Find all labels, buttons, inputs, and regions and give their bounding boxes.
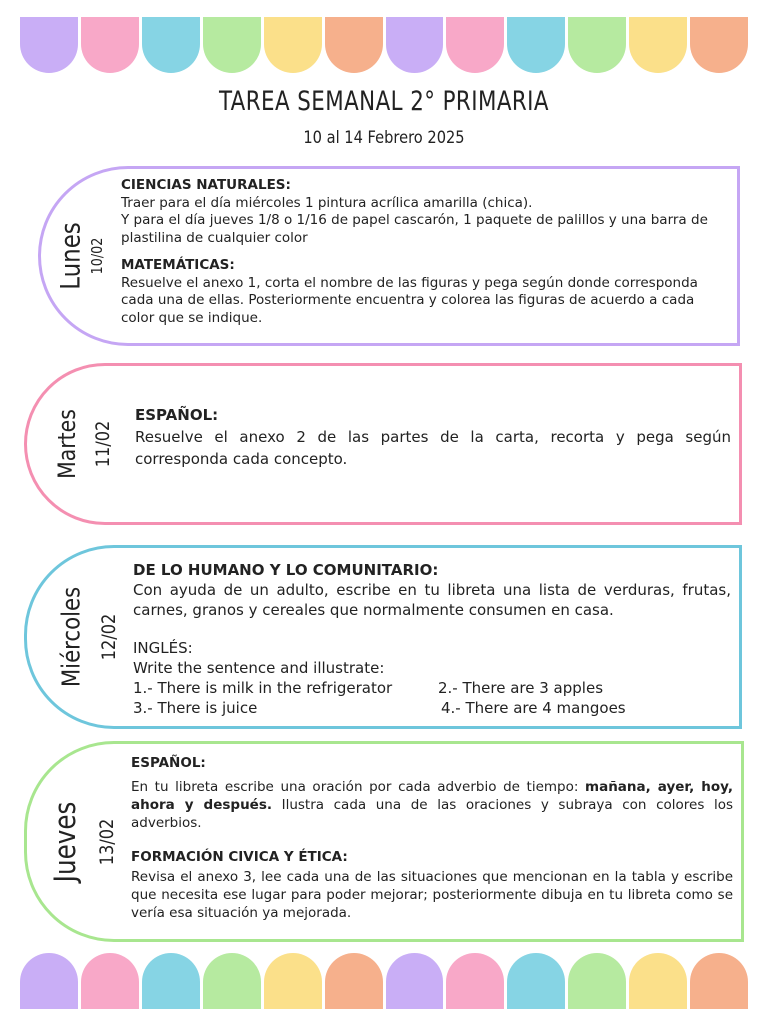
card-jueves bbox=[24, 741, 744, 942]
page-title: TAREA SEMANAL 2° PRIMARIA bbox=[219, 86, 549, 117]
task-text: Write the sentence and illustrate: bbox=[133, 659, 385, 677]
sentence-item: 1.- There is milk in the refrigerator bbox=[133, 679, 393, 697]
scallop bbox=[568, 17, 626, 73]
scallop bbox=[507, 953, 565, 1009]
page-subtitle: 10 al 14 Febrero 2025 bbox=[303, 128, 465, 148]
scallop bbox=[81, 17, 139, 73]
day-tab bbox=[31, 744, 121, 939]
sentence-item: 3.- There is juice bbox=[133, 699, 258, 717]
adverbs-bold: mañana, ayer, hoy, ahora y después. bbox=[131, 779, 733, 813]
subject-heading: ESPAÑOL: bbox=[131, 755, 206, 771]
card-content bbox=[135, 404, 731, 470]
date-label: 12/02 bbox=[98, 613, 120, 661]
scallop bbox=[507, 17, 565, 73]
subject-heading: MATEMÁTICAS: bbox=[121, 257, 235, 273]
scallop bbox=[386, 17, 444, 73]
day-label: Jueves bbox=[48, 801, 82, 882]
task-text: Revisa el anexo 3, lee cada una de las situaciones que mencionan en la tabla y escribe que necesita ese lugar para poder mejorar; posteriormente dibuja en tu libreta como se vería esa situación ya mejorada. bbox=[131, 869, 733, 921]
card-martes bbox=[24, 363, 742, 525]
subject-heading: FORMACIÓN CIVICA Y ÉTICA: bbox=[131, 849, 348, 865]
scallop bbox=[325, 953, 383, 1009]
day-label: Miércoles bbox=[56, 586, 86, 688]
date-label: 13/02 bbox=[96, 818, 118, 865]
task-text-part: Ilustra cada una de las oraciones y subraya con colores los adverbios. bbox=[131, 797, 733, 831]
date-label: 11/02 bbox=[92, 420, 114, 468]
task-text: Con ayuda de un adulto, escribe en tu libreta una lista de verduras, frutas, carnes, granos y cereales que normalmente consumen en casa. bbox=[133, 581, 731, 619]
subject-heading: INGLÉS: bbox=[133, 639, 193, 657]
scallop bbox=[446, 17, 504, 73]
scallop bbox=[690, 17, 748, 73]
scallop bbox=[629, 953, 687, 1009]
sentence-item: 4.- There are 4 mangoes bbox=[441, 699, 626, 717]
card-lunes bbox=[38, 166, 740, 346]
day-label: Lunes bbox=[55, 222, 87, 290]
card-content bbox=[131, 754, 733, 922]
task-text: Y para el día jueves 1/8 o 1/16 de papel cascarón, 1 paquete de palillos y una barra de plastilina de cualquier color bbox=[121, 212, 708, 246]
task-text bbox=[131, 778, 733, 832]
scallop bbox=[264, 17, 322, 73]
bottom-scallop-border bbox=[20, 953, 748, 1009]
scallop bbox=[690, 953, 748, 1009]
sentence-row bbox=[133, 698, 731, 718]
date-label: 10/02 bbox=[88, 237, 106, 275]
card-content bbox=[133, 560, 731, 718]
scallop bbox=[325, 17, 383, 73]
card-miercoles bbox=[24, 545, 742, 729]
card-content bbox=[121, 177, 729, 327]
task-text: Traer para el día miércoles 1 pintura acrílica amarilla (chica). bbox=[121, 194, 533, 211]
scallop bbox=[203, 17, 261, 73]
task-text: Resuelve el anexo 1, corta el nombre de las figuras y pega según donde corresponda cada una de ellas. Posteriormente encuentra y colorea las figuras de acuerdo a cada color que se indique. bbox=[121, 274, 698, 326]
subject-heading: ESPAÑOL: bbox=[135, 406, 219, 424]
day-label: Martes bbox=[53, 409, 81, 479]
task-text: Resuelve el anexo 2 de las partes de la carta, recorta y pega según corresponda cada concepto. bbox=[135, 428, 731, 468]
scallop bbox=[142, 953, 200, 1009]
scallop bbox=[629, 17, 687, 73]
top-scallop-border bbox=[20, 17, 748, 73]
scallop bbox=[386, 953, 444, 1009]
scallop bbox=[20, 953, 78, 1009]
subject-heading: CIENCIAS NATURALES: bbox=[121, 177, 291, 193]
scallop bbox=[20, 17, 78, 73]
scallop bbox=[446, 953, 504, 1009]
scallop bbox=[142, 17, 200, 73]
day-tab bbox=[31, 366, 121, 522]
task-text-part: En tu libreta escribe una oración por cada adverbio de tiempo: bbox=[131, 779, 586, 795]
sentence-row bbox=[133, 678, 731, 698]
day-tab bbox=[31, 548, 121, 726]
scallop bbox=[81, 953, 139, 1009]
scallop bbox=[568, 953, 626, 1009]
sentence-item: 2.- There are 3 apples bbox=[438, 679, 604, 697]
subject-heading: DE LO HUMANO Y LO COMUNITARIO: bbox=[133, 561, 439, 579]
scallop bbox=[203, 953, 261, 1009]
scallop bbox=[264, 953, 322, 1009]
